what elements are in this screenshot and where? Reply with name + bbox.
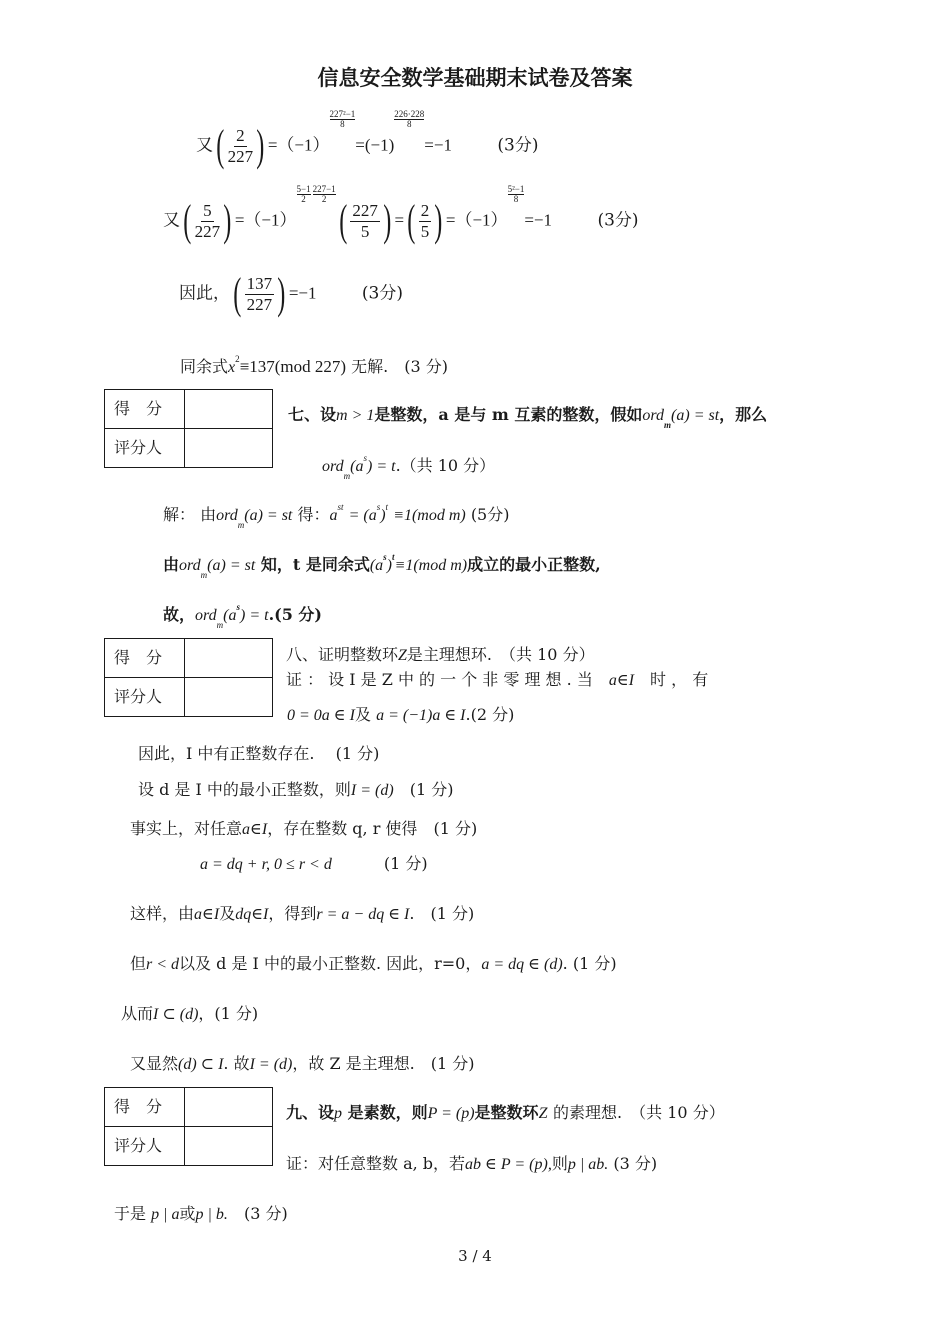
question-8: 八、证明整数环Z是主理想环. （共 10 分） [286,645,595,664]
solution-8-line: 这样，由a∈I及dq∈I，得到r = a − dq ∈ I. (1 分) [130,904,475,923]
solution-7-line1: 解： 由ord$_m$(a) = st 得：$a^{st} = (a^s)^t \equiv 1(mod$ m) (5分) [163,502,510,530]
question-8-proof-line2: 0 = 0a ∈ I及 a = (−1)a ∈ I.(2 分) [287,705,515,724]
solution-8-line: a = dq + r, 0 ≤ r < d (1 分) [200,854,428,873]
solution-7-line2: 由ord$_m$(a) = st 知，t 是同余式$(a^s)^t\equiv 1(mod$ m)成立的最小正整数, [163,552,601,580]
solution-7-line3: 故，$ord_m(a^s) = t.(5$ 分) [163,602,322,630]
legendre-2-line: 又( $\frac{2}{227}$ ) =（−1） $\frac{\text{227²−1}}{8}$ =(−1) $\frac{226\cdot 228}{8}$ =−1 (3分) [196,109,539,170]
congruence-no-solution: 同余式$x^2\equiv 137(mod$ 227) 无解. (3 分) [180,354,448,376]
score-label-cell: 得 分 [105,390,185,428]
solution-8-line: 又显然(d) ⊂ I. 故I = (d)，故 Z 是主理想. (1 分) [130,1054,475,1073]
solution-8-line: 因此，I 中有正整数存在. (1 分) [138,744,380,763]
score-label: (3分) [597,210,639,231]
page-number: 3 / 4 [458,1247,492,1265]
conclusion-line: 于是 p | a或p | b. (3 分) [114,1204,288,1223]
fraction: $\frac{2}{227}$ [227,125,254,166]
score-table [104,389,273,468]
solution-8-line: 从而I ⊂ (d)，(1 分) [121,1004,259,1023]
solution-8-line: 设 d 是 I 中的最小正整数，则I = (d) (1 分) [138,780,454,799]
legendre-137-line: 因此，( $\frac{137}{227}$ ) =−1 (3分) [179,269,403,318]
question-7: 七、设m > 1是整数，a 是与 m 互素的整数，假如ord$_m$(a) = st，那么 [288,405,768,430]
solution-8-line: 但r < d以及 d 是 I 中的最小正整数. 因此，r=0，a = dq ∈ (d). (1 分) [130,954,617,973]
solution-8-line: 事实上，对任意a∈I，存在整数 q, r 使得 (1 分) [130,819,478,838]
score-label: (3分) [361,283,403,304]
page-title: 信息安全数学基础期末试卷及答案 [317,65,633,90]
question-9: 九、设p 是素数，则P = (p)是整数环Z 的素理想. （共 10 分） [286,1103,725,1122]
score-table: 得 分 评分人 [104,1087,273,1166]
legendre-5-line: 又( $\frac{5}{227}$ ) =（−1） $\frac{5-1}{2}$ $\frac{227-1}{2}$ ( $\frac{227}{5}$ ) =( $\frac{2}{5}$ ) =（−1） $\frac{\text{5²−1}}{8}$ =−1 (3分) [163,184,639,245]
score-label: (3分) [497,135,539,156]
question-7-line2: $ord_m(a^s) = t$.（共 10 分） [322,453,496,481]
question-9-proof: 证：对任意整数 a, b，若ab ∈ P = (p),则p | ab. (3 分) [286,1154,658,1173]
grader-label-cell: 评分人 [105,429,185,467]
score-table: 得 分 评分人 [104,638,273,717]
question-8-proof-line1: 证 ： 设 I 是 Z 中 的 一 个 非 零 理 想 . 当 a∈I 时 ， 有 [286,670,709,689]
